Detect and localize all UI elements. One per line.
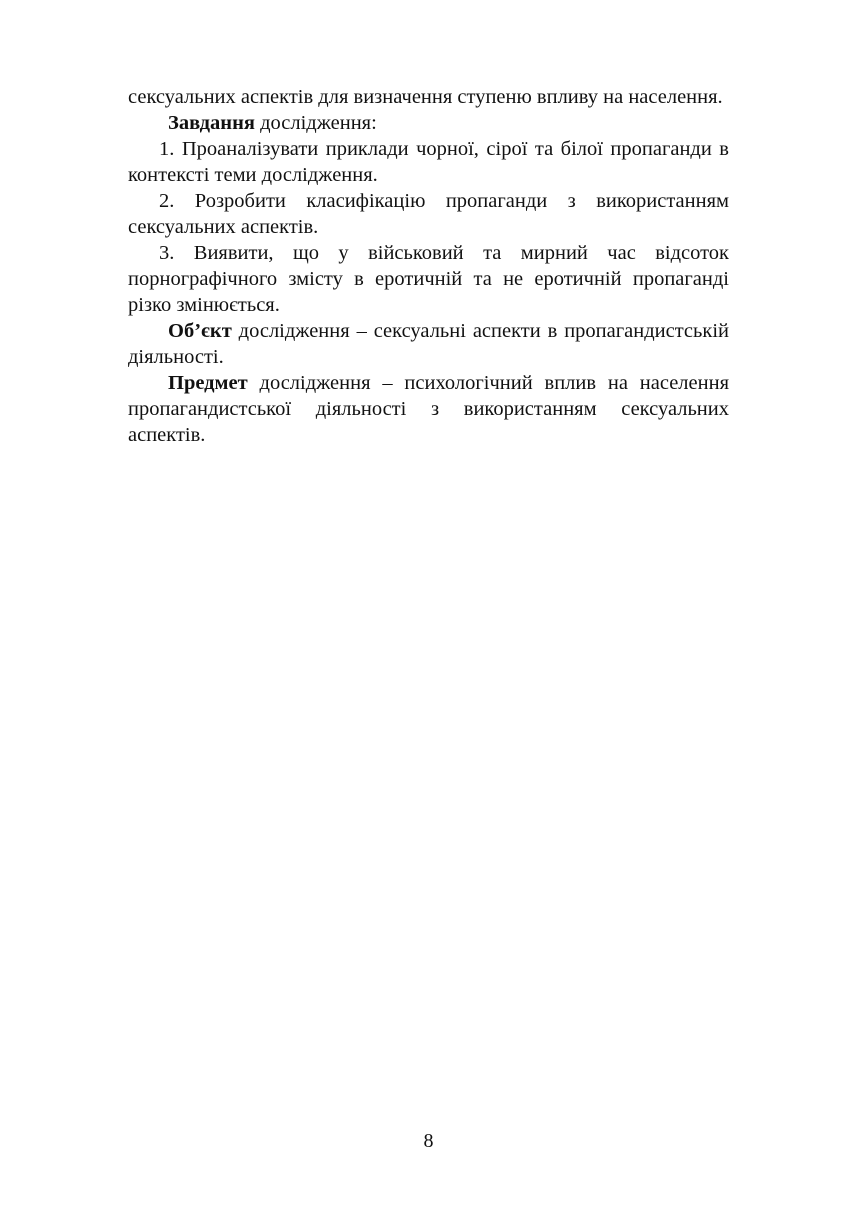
list-item-number: 2. (159, 190, 175, 212)
list-item-number: 1. (159, 138, 175, 160)
tasks-rest: дослідження: (254, 112, 377, 134)
subject-rest: дослідження – психологічний вплив на населення пропагандистської діяльності з використанням сексуальних аспектів. (128, 372, 729, 446)
body-text (128, 84, 729, 448)
list-item-number: 3. (159, 242, 175, 264)
intro-continuation-paragraph: сексуальних аспектів для визначення ступеню впливу на населення. (128, 86, 723, 108)
list-item-1 (128, 136, 729, 188)
list-item-text: Виявити, що у військовий та мирний час відсоток порнографічного змісту в еротичній та не еротичній пропаганді різко змінюється. (128, 242, 729, 316)
subject-paragraph (128, 370, 729, 448)
tasks-heading-paragraph (128, 110, 729, 136)
list-item-text: Розробити класифікацію пропаганди з використанням сексуальних аспектів. (128, 190, 729, 238)
object-paragraph (128, 318, 729, 370)
page-number: 8 (423, 1130, 434, 1152)
object-rest: дослідження – сексуальні аспекти в пропагандистській діяльності. (128, 320, 729, 368)
list-item-3 (128, 240, 729, 318)
list-item-text: Проаналізувати приклади чорної, сірої та білої пропаганди в контексті теми дослідження. (128, 138, 729, 186)
subject-label: Предмет (168, 372, 248, 394)
object-label: Об’єкт (168, 320, 232, 342)
list-item-2 (128, 188, 729, 240)
tasks-label: Завдання (168, 112, 255, 134)
